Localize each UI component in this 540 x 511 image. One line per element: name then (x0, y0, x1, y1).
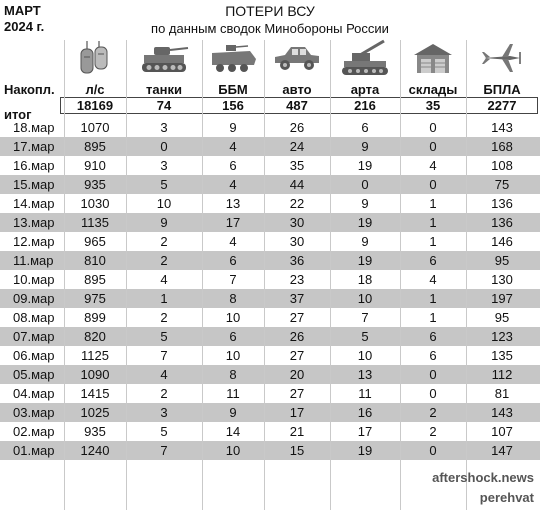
table-row (0, 422, 540, 441)
row-value: 11 (358, 386, 372, 401)
table-row (0, 346, 540, 365)
row-value: 1030 (80, 196, 110, 211)
row-date: 13.мар (13, 215, 55, 230)
row-date: 15.мар (13, 177, 55, 192)
subtitle-text: по данным сводок Минобороны России (151, 21, 389, 36)
row-value: 4 (429, 158, 437, 173)
row-value: 146 (491, 234, 513, 249)
row-value: 2 (160, 234, 168, 249)
row-value: 130 (491, 272, 513, 287)
table-row (0, 213, 540, 232)
period-label (4, 3, 44, 35)
row-value: 17 (289, 405, 305, 420)
row-value: 1135 (81, 215, 109, 230)
row-date: 14.мар (13, 196, 55, 211)
row-value: 820 (84, 329, 106, 344)
row-value: 21 (289, 424, 305, 439)
table-row (0, 403, 540, 422)
row-value: 10 (225, 443, 241, 458)
row-value: 112 (491, 367, 513, 382)
row-value: 2 (429, 405, 437, 420)
total-depots: 35 (425, 98, 441, 113)
totals-row (0, 97, 540, 122)
column-divider (400, 40, 401, 510)
row-value: 19 (357, 443, 373, 458)
row-value: 37 (289, 291, 305, 306)
row-value: 10 (357, 348, 373, 363)
row-date: 06.мар (13, 348, 55, 363)
column-divider (466, 40, 467, 510)
row-value: 9 (160, 215, 168, 230)
row-value: 197 (491, 291, 513, 306)
row-value: 30 (289, 234, 305, 249)
row-value: 4 (160, 367, 168, 382)
row-value: 22 (289, 196, 305, 211)
row-value: 0 (361, 177, 369, 192)
total-personnel: 18169 (76, 98, 114, 113)
column-header-row (0, 82, 540, 97)
row-value: 27 (289, 386, 305, 401)
row-value: 10 (357, 291, 373, 306)
row-value: 5 (361, 329, 369, 344)
row-value: 11 (226, 386, 240, 401)
row-value: 107 (491, 424, 513, 439)
row-value: 7 (160, 348, 168, 363)
row-value: 935 (84, 424, 106, 439)
table-row (0, 137, 540, 156)
col-depots-header: склады (408, 82, 458, 97)
watermark-site: aftershock.news (432, 470, 534, 485)
row-value: 9 (361, 139, 369, 154)
row-value: 4 (429, 272, 437, 287)
row-date: 10.мар (13, 272, 55, 287)
car-icon (264, 38, 330, 78)
row-date: 08.мар (13, 310, 55, 325)
row-value: 4 (229, 234, 237, 249)
row-value: 17 (357, 424, 373, 439)
row-value: 6 (229, 253, 237, 268)
page-title (120, 3, 420, 37)
warehouse-icon (400, 38, 466, 78)
row-value: 123 (491, 329, 513, 344)
row-value: 17 (225, 215, 241, 230)
row-value: 8 (229, 291, 237, 306)
row-value: 965 (84, 234, 106, 249)
row-value: 899 (84, 310, 106, 325)
row-value: 935 (84, 177, 106, 192)
row-value: 0 (429, 386, 437, 401)
icon-row (0, 38, 540, 80)
column-divider (202, 40, 203, 510)
row-value: 4 (160, 272, 168, 287)
row-value: 168 (491, 139, 513, 154)
row-value: 0 (429, 139, 437, 154)
row-value: 136 (491, 215, 513, 230)
row-value: 8 (229, 367, 237, 382)
row-value: 14 (225, 424, 241, 439)
row-value: 10 (225, 348, 241, 363)
row-value: 1 (429, 234, 437, 249)
row-value: 9 (361, 196, 369, 211)
row-value: 5 (160, 424, 168, 439)
total-label: итог (4, 107, 32, 122)
row-value: 16 (357, 405, 373, 420)
table-row (0, 289, 540, 308)
row-date: 05.мар (13, 367, 55, 382)
row-value: 35 (289, 158, 305, 173)
table-row (0, 384, 540, 403)
row-value: 0 (160, 139, 168, 154)
row-date: 07.мар (13, 329, 55, 344)
row-value: 6 (361, 120, 369, 135)
row-value: 9 (229, 120, 237, 135)
row-value: 1 (160, 291, 168, 306)
row-value: 19 (357, 158, 373, 173)
col-artillery-header: арта (350, 82, 380, 97)
row-value: 1415 (80, 386, 110, 401)
row-date: 17.мар (13, 139, 55, 154)
row-date: 02.мар (13, 424, 55, 439)
row-value: 3 (160, 405, 168, 420)
table-row (0, 232, 540, 251)
row-value: 30 (289, 215, 305, 230)
row-value: 0 (429, 367, 437, 382)
row-value: 7 (361, 310, 369, 325)
table-row (0, 156, 540, 175)
row-value: 1 (429, 215, 437, 230)
row-value: 147 (491, 443, 513, 458)
row-value: 19 (357, 253, 373, 268)
row-date: 18.мар (13, 120, 55, 135)
row-value: 7 (229, 272, 237, 287)
table-row (0, 270, 540, 289)
year-label: 2024 г. (4, 19, 45, 34)
row-value: 13 (225, 196, 241, 211)
row-value: 1090 (80, 367, 110, 382)
row-value: 1070 (80, 120, 110, 135)
row-value: 0 (429, 443, 437, 458)
row-value: 143 (491, 405, 513, 420)
row-value: 13 (357, 367, 373, 382)
row-value: 3 (160, 120, 168, 135)
dog-tag-icon (64, 38, 126, 78)
row-value: 1240 (80, 443, 110, 458)
col-personnel-header: л/с (85, 82, 105, 97)
row-date: 03.мар (13, 405, 55, 420)
col-tanks-header: танки (146, 82, 182, 97)
row-date: 01.мар (13, 443, 55, 458)
row-value: 23 (289, 272, 305, 287)
ifv-icon (202, 38, 264, 78)
row-value: 4 (229, 177, 237, 192)
col-auto-header: авто (282, 82, 312, 97)
row-value: 81 (494, 386, 510, 401)
row-value: 20 (289, 367, 305, 382)
row-value: 27 (289, 348, 305, 363)
month-label: МАРТ (4, 3, 41, 18)
row-value: 75 (494, 177, 510, 192)
row-date: 04.мар (13, 386, 55, 401)
column-divider (126, 40, 127, 510)
row-value: 136 (491, 196, 513, 211)
row-value: 5 (160, 177, 168, 192)
table-row (0, 308, 540, 327)
total-artillery: 216 (354, 98, 376, 113)
row-value: 27 (289, 310, 305, 325)
column-divider (264, 40, 265, 510)
row-value: 95 (494, 310, 510, 325)
row-value: 26 (289, 329, 305, 344)
row-value: 26 (289, 120, 305, 135)
row-value: 5 (160, 329, 168, 344)
row-date: 11.мар (13, 253, 54, 268)
table-row (0, 441, 540, 460)
row-value: 2 (429, 424, 437, 439)
drone-icon (466, 38, 538, 78)
watermark-author: perehvat (479, 490, 534, 505)
table-row (0, 118, 540, 137)
row-value: 19 (357, 215, 373, 230)
row-value: 6 (429, 253, 437, 268)
row-value: 1 (429, 291, 437, 306)
table-row (0, 365, 540, 384)
total-ifv: 156 (222, 98, 244, 113)
row-value: 143 (491, 120, 513, 135)
row-value: 4 (229, 139, 237, 154)
row-value: 9 (229, 405, 237, 420)
row-value: 975 (84, 291, 106, 306)
total-drones: 2277 (487, 98, 517, 113)
row-value: 10 (225, 310, 241, 325)
row-value: 2 (160, 310, 168, 325)
row-value: 18 (357, 272, 373, 287)
cumulative-label: Накопл. (4, 82, 55, 97)
table-row (0, 251, 540, 270)
total-tanks: 74 (156, 98, 172, 113)
table-row (0, 194, 540, 213)
total-auto: 487 (286, 98, 308, 113)
column-divider (330, 40, 331, 510)
title-text: ПОТЕРИ ВСУ (225, 3, 315, 19)
row-value: 1125 (81, 348, 109, 363)
row-value: 1 (429, 196, 437, 211)
table-row (0, 175, 540, 194)
row-date: 12.мар (13, 234, 55, 249)
row-value: 895 (84, 139, 106, 154)
row-value: 6 (229, 329, 237, 344)
row-value: 1025 (80, 405, 110, 420)
tank-icon (126, 38, 202, 78)
table-row (0, 327, 540, 346)
row-value: 3 (160, 158, 168, 173)
row-value: 9 (361, 234, 369, 249)
row-date: 09.мар (13, 291, 55, 306)
row-value: 0 (429, 177, 437, 192)
row-value: 2 (160, 386, 168, 401)
row-value: 95 (494, 253, 510, 268)
row-value: 895 (84, 272, 106, 287)
row-value: 10 (156, 196, 172, 211)
row-value: 910 (84, 158, 106, 173)
row-value: 24 (289, 139, 305, 154)
row-value: 44 (289, 177, 305, 192)
row-date: 16.мар (13, 158, 55, 173)
row-value: 0 (429, 120, 437, 135)
row-value: 135 (491, 348, 513, 363)
row-value: 1 (429, 310, 437, 325)
row-value: 108 (491, 158, 513, 173)
row-value: 6 (229, 158, 237, 173)
row-value: 810 (84, 253, 106, 268)
col-drones-header: БПЛА (483, 82, 521, 97)
col-ifv-header: ББМ (218, 82, 248, 97)
row-value: 2 (160, 253, 168, 268)
row-value: 15 (289, 443, 305, 458)
row-value: 7 (160, 443, 168, 458)
row-value: 6 (429, 348, 437, 363)
artillery-icon (330, 38, 400, 78)
column-divider (64, 40, 65, 510)
row-value: 6 (429, 329, 437, 344)
row-value: 36 (289, 253, 305, 268)
